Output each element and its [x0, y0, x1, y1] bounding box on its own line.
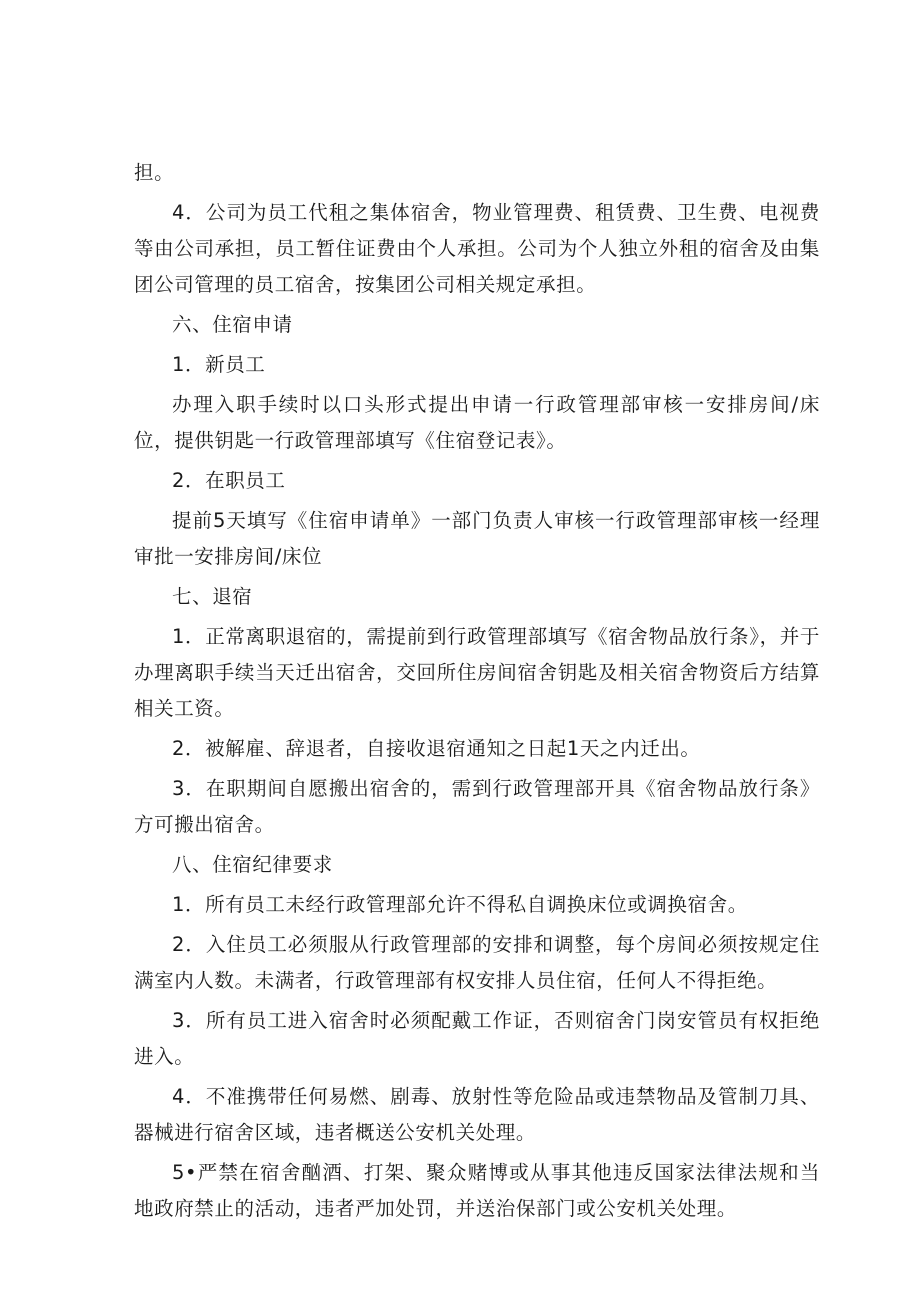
paragraph-item-4-fees: 4．公司为员工代租之集体宿舍，物业管理费、租赁费、卫生费、电视费等由公司承担，员工暂住证费由个人承担。公司为个人独立外租的宿舍及由集团公司管理的员工宿舍，按集团公司相关规定承担。 — [134, 201, 820, 296]
section-heading-discipline: 八、住宿纪律要求 — [172, 853, 333, 876]
paragraph-new-employee-process: 办理入职手续时以口头形式提出申请一行政管理部审核一安排房间/床位，提供钥匙一行政管理部填写《住宿登记表》。 — [134, 393, 820, 452]
paragraph-checkout-item-3: 3．在职期间自愿搬出宿舍的，需到行政管理部开具《宿舍物品放行条》方可搬出宿舍。 — [134, 777, 820, 836]
paragraph-checkout-item-2: 2．被解雇、辞退者，自接收退宿通知之日起1天之内迁出。 — [172, 737, 701, 760]
section-heading-accommodation-application: 六、住宿申请 — [172, 313, 293, 336]
paragraph-checkout-item-1: 1．正常离职退宿的，需提前到行政管理部填写《宿舍物品放行条》，并于办理离职手续当天迁出宿舍，交回所住房间宿舍钥匙及相关宿舍物资后方结算相关工资。 — [134, 625, 820, 720]
section-heading-checkout: 七、退宿 — [172, 585, 253, 608]
paragraph-discipline-item-1: 1．所有员工未经行政管理部允许不得私自调换床位或调换宿舍。 — [172, 893, 748, 916]
paragraph-discipline-item-4: 4．不准携带任何易燃、剧毒、放射性等危险品或违禁物品及管制刀具、器械进行宿舍区域，违者概送公安机关处理。 — [134, 1085, 820, 1144]
paragraph-discipline-item-2: 2．入住员工必须服从行政管理部的安排和调整，每个房间必须按规定住满室内人数。未满者，行政管理部有权安排人员住宿，任何人不得拒绝。 — [134, 933, 820, 992]
paragraph-continuation: 担。 — [134, 161, 175, 184]
subheading-new-employee: 1．新员工 — [172, 353, 266, 376]
paragraph-discipline-item-3: 3．所有员工进入宿舍时必须配戴工作证，否则宿舍门岗安管员有权拒绝进入。 — [134, 1009, 820, 1068]
paragraph-current-employee-process: 提前5天填写《住宿申请单》一部门负责人审核一行政管理部审核一经理审批一安排房间/床位 — [134, 509, 820, 568]
paragraph-discipline-item-5: 5•严禁在宿舍酗酒、打架、聚众赌博或从事其他违反国家法律法规和当地政府禁止的活动，违者严加处罚，并送治保部门或公安机关处理。 — [134, 1161, 820, 1220]
subheading-current-employee: 2．在职员工 — [172, 469, 286, 492]
